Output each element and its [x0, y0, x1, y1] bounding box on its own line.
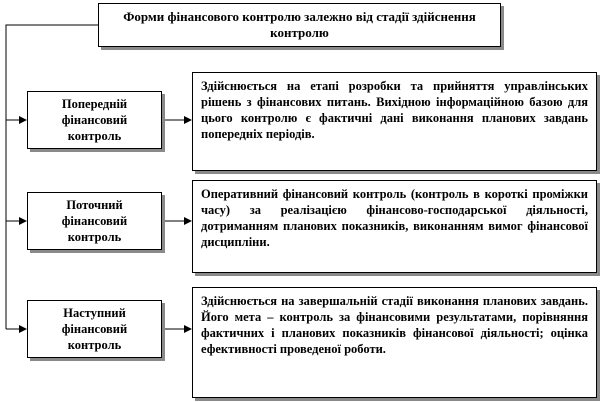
arrow-head-1: [19, 116, 27, 124]
stage-box-current: Поточний фінансовий контроль: [27, 192, 162, 250]
description-box-current: Оперативний фінансовий контроль (контроль в короткі проміжки часу) за реалізацією фінансово-господарської діяльності, дотриманням планових показників, виконанням вимог фінансової дисципліни.: [192, 180, 597, 273]
link-arrow-1: [184, 116, 192, 124]
arrow-head-3: [19, 325, 27, 333]
description-box-preliminary: Здійснюється на етапі розробки та прийняття управлінських рішень з фінансових питань. Вихідною інформаційною базою для цього контролю є фактичні дані виконання планових завдань попередніх періодів.: [192, 72, 597, 171]
link-arrow-3: [184, 325, 192, 333]
diagram-title: Форми фінансового контролю залежно від стадії здійснення контролю: [98, 3, 501, 47]
stage-box-preliminary: Попередній фінансовий контроль: [27, 91, 162, 149]
link-arrow-2: [184, 217, 192, 225]
description-box-subsequent: Здійснюється на завершальній стадії виконання планових завдань. Його мета – контроль за фінансовими результатами, порівняння фактичних і планових показників фінансової діяльності; оцінка ефективності проведеної роботи.: [192, 287, 597, 398]
trunk-line: [6, 25, 98, 329]
stage-box-subsequent: Наступний фінансовий контроль: [27, 300, 162, 358]
arrow-head-2: [19, 217, 27, 225]
